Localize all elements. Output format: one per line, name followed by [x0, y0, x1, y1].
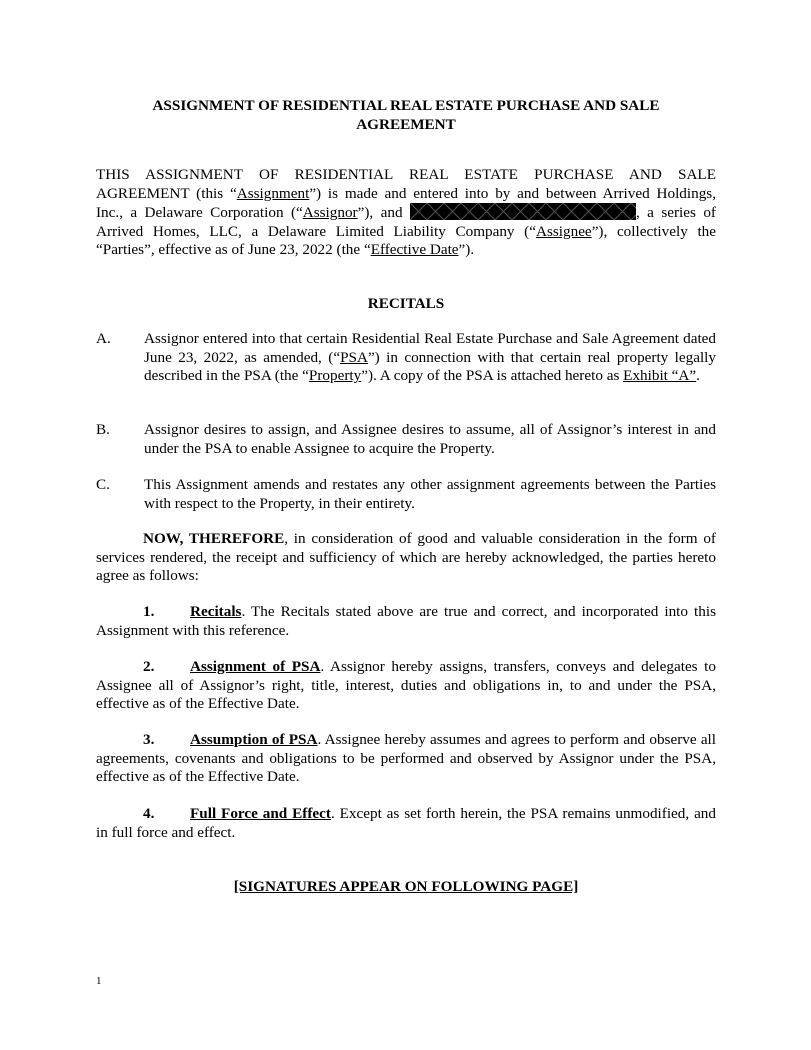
intro-line-4: Arrived Homes, LLC, a Delaware Limited Liability Company (“Assignee”), collectively the: [96, 222, 717, 240]
recital-letter: C.: [96, 476, 110, 493]
term-effective-date: Effective Date: [370, 241, 459, 259]
term-assignor: Assignor: [302, 204, 358, 222]
recital-a: [96, 330, 716, 386]
section-number: 3.: [143, 731, 155, 748]
section-heading: Recitals: [190, 603, 242, 620]
title-line-1: ASSIGNMENT OF RESIDENTIAL REAL ESTATE PURCHASE AND SALE: [152, 97, 660, 114]
document-title: [96, 97, 716, 134]
section-number: 2.: [143, 658, 155, 675]
exhibit-reference: Exhibit “A”: [623, 367, 697, 385]
section-2: 2. Assignment of PSA. Assignor hereby assigns, transfers, conveys and delegates to Assignee all of Assignor’s right, title, interest, duties and obligations in, to and under the PSA, effective as of the Effective Date.: [96, 658, 716, 713]
section-3: 3. Assumption of PSA. Assignee hereby assumes and agrees to perform and observe all agreements, covenants and obligations to be performed and observed by Assignor under the PSA, effective as of the Effective Date.: [96, 731, 716, 786]
page-number: 1: [96, 975, 102, 987]
recital-c: [96, 476, 716, 513]
recital-text: Assignor desires to assign, and Assignee desires to assume, all of Assignor’s interest in and under the PSA to enable Assignee to acquire the Property.: [144, 421, 716, 457]
recital-letter: A.: [96, 330, 111, 347]
recital-b: [96, 421, 716, 458]
section-number: 4.: [143, 805, 155, 822]
section-heading: Assignment of PSA: [190, 658, 321, 675]
section-number: 1.: [143, 603, 155, 620]
intro-line-1: THIS ASSIGNMENT OF RESIDENTIAL REAL ESTATE PURCHASE AND SALE: [96, 166, 716, 183]
section-heading: Assumption of PSA: [190, 731, 318, 748]
term-assignment: Assignment: [236, 184, 310, 202]
section-heading: Full Force and Effect: [190, 805, 331, 822]
intro-line-2: AGREEMENT (this “Assignment”) is made and entered into by and between Arrived Holdings,: [96, 184, 717, 202]
section-1: 1. Recitals. The Recitals stated above are true and correct, and incorporated into this Assignment with this reference.: [96, 603, 716, 639]
now-therefore-bold: NOW, THEREFORE: [143, 530, 285, 547]
recital-text: This Assignment amends and restates any other assignment agreements between the Parties with respect to the Property, in their entirety.: [144, 476, 716, 512]
redaction-box: [410, 203, 636, 220]
term-assignee: Assignee: [536, 222, 592, 240]
intro-paragraph: [96, 166, 716, 260]
title-line-2: AGREEMENT: [356, 115, 456, 133]
term-property: Property: [308, 367, 362, 385]
recitals-heading: RECITALS: [367, 295, 445, 312]
recital-letter: B.: [96, 421, 110, 438]
intro-line-3: Inc., a Delaware Corporation (“Assignor”), and , a series of: [96, 204, 716, 222]
now-therefore-paragraph: NOW, THEREFORE, in consideration of good and valuable consideration in the form of services rendered, the receipt and sufficiency of which are hereby acknowledged, the parties hereto agree as follows:: [96, 530, 716, 585]
section-4: 4. Full Force and Effect. Except as set forth herein, the PSA remains unmodified, and in full force and effect.: [96, 805, 716, 841]
redaction-crosshatch: [410, 203, 636, 220]
term-psa: PSA: [340, 348, 368, 366]
signatures-note: [SIGNATURES APPEAR ON FOLLOWING PAGE]: [233, 878, 579, 895]
intro-line-5: “Parties”, effective as of June 23, 2022 (the “Effective Date”).: [96, 241, 475, 259]
recital-text: Assignor entered into that certain Residential Real Estate Purchase and Sale Agreement dated June 23, 2022, as amended, (“PSA”) in connection with that certain real property legally described in the PSA (the “Property”). A copy of the PSA is attached hereto as Exhibit “A”.: [144, 330, 716, 385]
